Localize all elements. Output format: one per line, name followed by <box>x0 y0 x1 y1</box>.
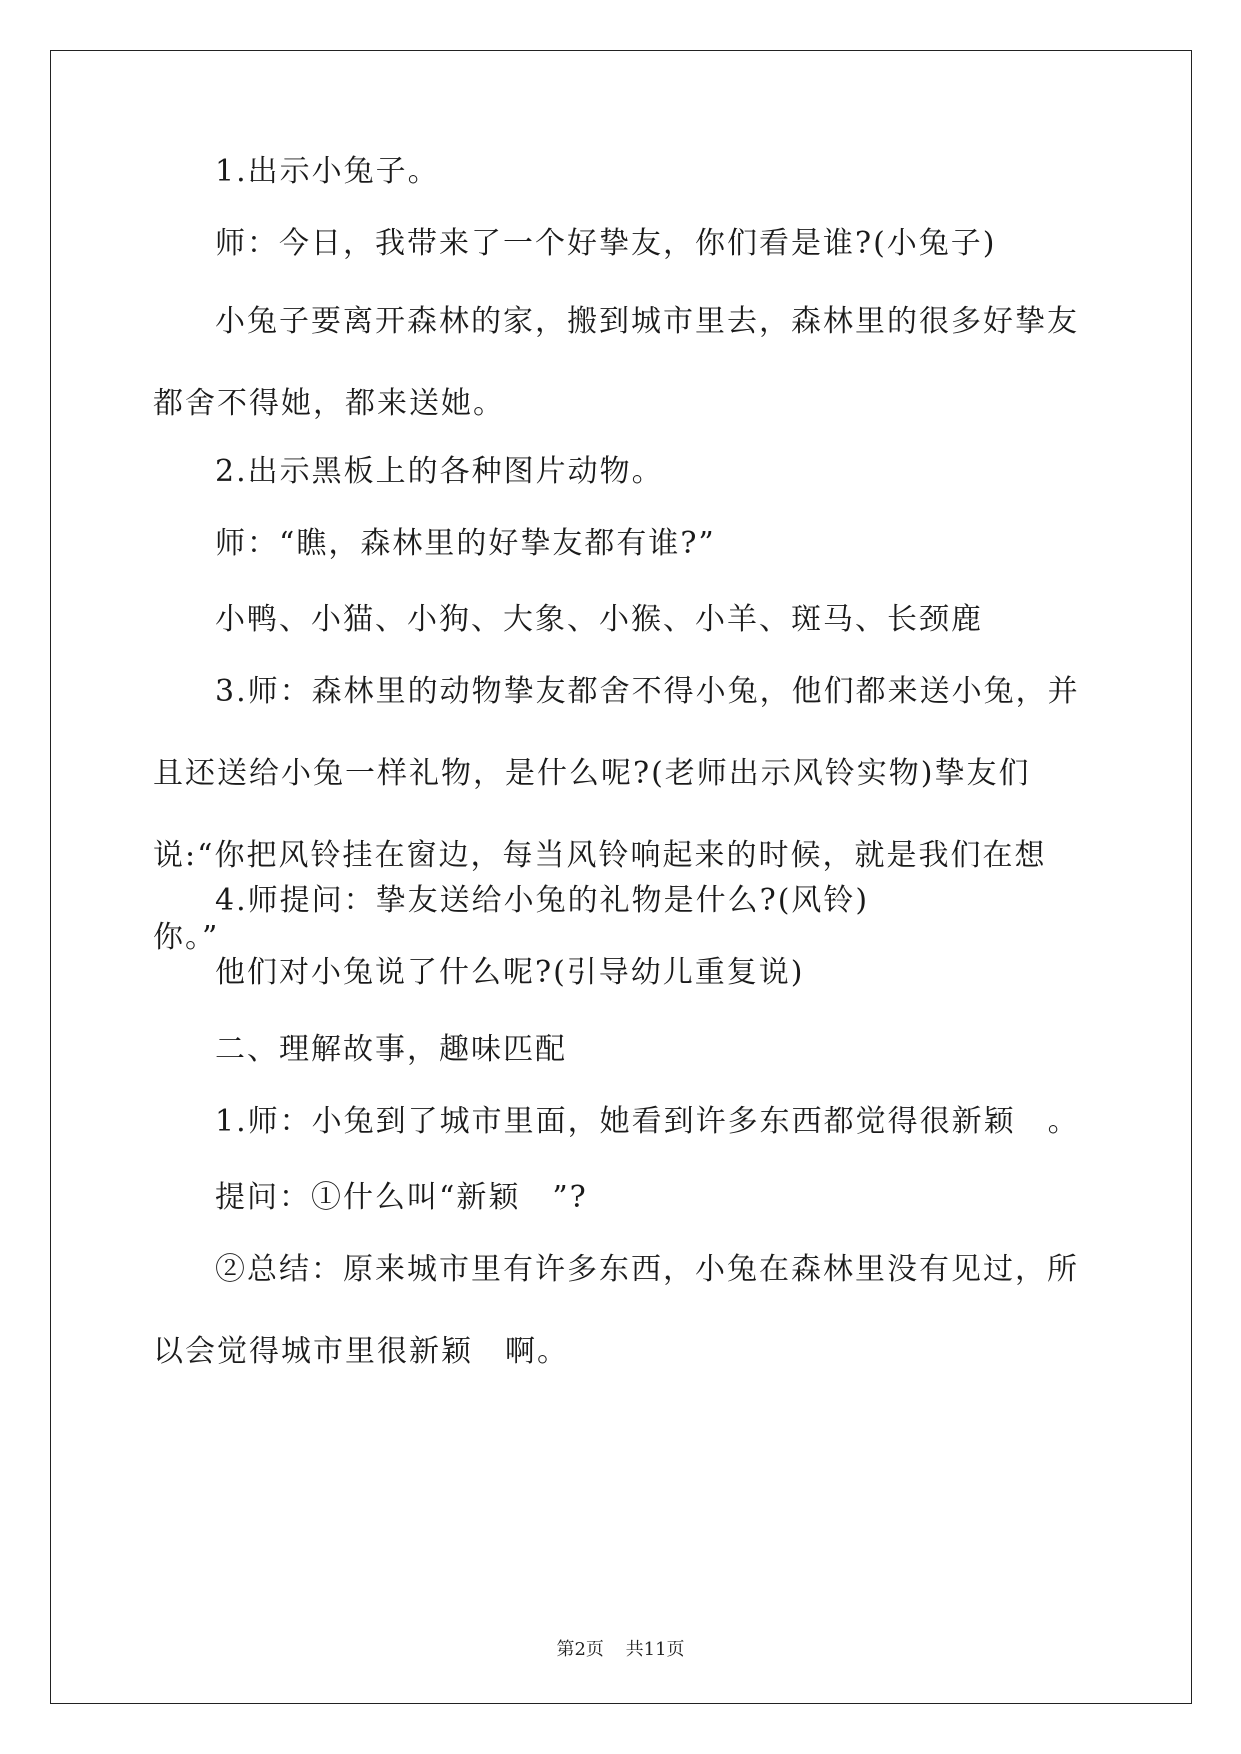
paragraph-11: 1.师：小兔到了城市里面，她看到许多东西都觉得很新颖 。 <box>215 1104 1080 1139</box>
page-number: 第2页 <box>556 1639 604 1660</box>
paragraph-9: 他们对小兔说了什么呢?(引导幼儿重复说) <box>215 955 805 990</box>
page-total: 共11页 <box>625 1639 685 1660</box>
paragraph-6: 小鸭、小猫、小狗、大象、小猴、小羊、斑马、长颈鹿 <box>215 602 983 637</box>
paragraph-8: 4.师提问：挚友送给小兔的礼物是什么?(风铃) <box>215 883 870 918</box>
paragraph-5: 师：“瞧，森林里的好挚友都有谁?” <box>215 526 716 561</box>
paragraph-1: 1.出示小兔子。 <box>215 154 440 189</box>
paragraph-2: 师：今日，我带来了一个好挚友，你们看是谁?(小兔子) <box>215 226 997 261</box>
paragraph-13: ②总结：原来城市里有许多东西，小兔在森林里没有见过，所以会觉得城市里很新颖 啊。 <box>153 1252 1079 1369</box>
paragraph-10: 二、理解故事，趣味匹配 <box>215 1032 567 1067</box>
paragraph-4: 2.出示黑板上的各种图片动物。 <box>215 454 664 489</box>
paragraph-12: 提问：①什么叫“新颖 ”? <box>215 1180 588 1215</box>
page-footer <box>0 1635 1241 1661</box>
paragraph-3: 小兔子要离开森林的家，搬到城市里去，森林里的很多好挚友都舍不得她，都来送她。 <box>153 304 1079 421</box>
paragraph-7: 3.师：森林里的动物挚友都舍不得小兔，他们都来送小兔，并且还送给小兔一样礼物，是什么呢?(老师出示风铃实物)挚友们说:“你把风铃挂在窗边，每当风铃响起来的时候，就是我们在想你。” <box>153 674 1080 955</box>
